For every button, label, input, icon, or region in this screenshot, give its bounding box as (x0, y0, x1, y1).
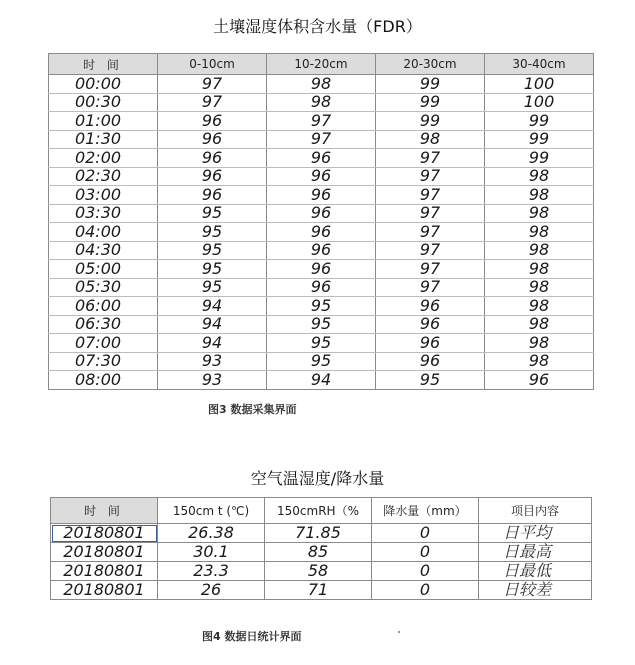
table-row[interactable] (49, 186, 594, 205)
table-row[interactable] (49, 278, 594, 297)
value-cell: 93 (158, 371, 267, 390)
value-cell: 97 (376, 167, 485, 186)
value-cell: 95 (158, 241, 267, 260)
value-cell: 97 (158, 75, 267, 94)
value-cell: 26 (158, 581, 265, 600)
value-cell: 96 (267, 241, 376, 260)
value-cell: 71.85 (265, 524, 372, 543)
value-cell: 96 (158, 167, 267, 186)
table-row[interactable] (51, 581, 592, 600)
table-row[interactable] (49, 204, 594, 223)
table-row[interactable] (49, 93, 594, 112)
time-cell: 03:30 (49, 204, 158, 223)
value-cell: 98 (267, 93, 376, 112)
table-row[interactable] (51, 543, 592, 562)
time-cell: 20180801 (51, 562, 158, 581)
value-cell: 23.3 (158, 562, 265, 581)
value-cell: 95 (158, 278, 267, 297)
value-cell: 71 (265, 581, 372, 600)
table-row[interactable] (49, 315, 594, 334)
value-cell: 96 (158, 186, 267, 205)
value-cell: 97 (376, 278, 485, 297)
value-cell: 30.1 (158, 543, 265, 562)
time-cell: 01:00 (49, 112, 158, 131)
value-cell: 96 (158, 149, 267, 168)
value-cell: 99 (376, 75, 485, 94)
value-cell: 96 (267, 149, 376, 168)
value-cell: 98 (376, 130, 485, 149)
value-cell: 99 (485, 149, 594, 168)
value-cell: 96 (158, 130, 267, 149)
value-cell: 94 (267, 371, 376, 390)
figure-caption: 图3 数据采集界面 (208, 403, 297, 416)
value-cell: 100 (485, 75, 594, 94)
value-cell: 96 (267, 278, 376, 297)
time-cell: 01:30 (49, 130, 158, 149)
value-cell: 97 (376, 241, 485, 260)
value-cell: 98 (485, 260, 594, 279)
soil-moisture-table (48, 53, 594, 390)
value-cell: 96 (267, 186, 376, 205)
value-cell: 96 (376, 297, 485, 316)
value-cell: 99 (485, 130, 594, 149)
value-cell: 97 (267, 130, 376, 149)
time-cell: 08:00 (49, 371, 158, 390)
value-cell: 96 (267, 260, 376, 279)
value-cell: 98 (485, 334, 594, 353)
value-cell: 97 (376, 186, 485, 205)
value-cell: 96 (376, 352, 485, 371)
time-cell: 00:30 (49, 93, 158, 112)
value-cell: 93 (158, 352, 267, 371)
time-cell: 20180801 (51, 581, 158, 600)
value-cell: 99 (376, 93, 485, 112)
table-row[interactable] (49, 130, 594, 149)
soil-moisture-title: 土壤湿度体积含水量（FDR） (213, 17, 422, 36)
time-cell: 02:00 (49, 149, 158, 168)
table-row[interactable] (51, 524, 592, 543)
value-cell: 94 (158, 315, 267, 334)
value-cell: 98 (485, 167, 594, 186)
value-cell: 98 (485, 223, 594, 242)
time-cell: 20180801 (51, 524, 158, 543)
time-cell: 07:30 (49, 352, 158, 371)
time-cell: 04:00 (49, 223, 158, 242)
value-cell: 96 (376, 334, 485, 353)
table-row[interactable] (49, 260, 594, 279)
value-cell: 日平均 (479, 524, 592, 543)
value-cell: 100 (485, 93, 594, 112)
table-header-row (51, 498, 592, 524)
value-cell: 0 (372, 543, 479, 562)
column-header: 20-30cm (376, 54, 485, 75)
value-cell: 96 (267, 167, 376, 186)
time-cell: 03:00 (49, 186, 158, 205)
value-cell: 96 (267, 204, 376, 223)
column-header: 项目内容 (479, 498, 592, 524)
value-cell: 98 (485, 315, 594, 334)
column-header: 时 间 (49, 54, 158, 75)
value-cell: 0 (372, 524, 479, 543)
time-cell: 04:30 (49, 241, 158, 260)
value-cell: 96 (485, 371, 594, 390)
value-cell: 97 (376, 204, 485, 223)
column-header: 10-20cm (267, 54, 376, 75)
value-cell: 日最低 (479, 562, 592, 581)
column-header: 降水量（mm） (372, 498, 479, 524)
value-cell: 98 (485, 297, 594, 316)
value-cell: 97 (267, 112, 376, 131)
value-cell: 98 (485, 186, 594, 205)
value-cell: 85 (265, 543, 372, 562)
value-cell: 98 (485, 278, 594, 297)
value-cell: 99 (485, 112, 594, 131)
time-cell: 02:30 (49, 167, 158, 186)
value-cell: 94 (158, 297, 267, 316)
column-header: 30-40cm (485, 54, 594, 75)
value-cell: 95 (158, 260, 267, 279)
air-temperature-title: 空气温湿度/降水量 (250, 469, 385, 488)
column-header: 0-10cm (158, 54, 267, 75)
column-header: 时 间 (51, 498, 158, 524)
time-cell: 06:00 (49, 297, 158, 316)
table-header-row (49, 54, 594, 75)
value-cell: 97 (376, 223, 485, 242)
column-header: 150cmRH（% (265, 498, 372, 524)
figure-caption: 图4 数据日统计界面 (202, 630, 302, 643)
table-row[interactable] (51, 562, 592, 581)
value-cell: 96 (267, 223, 376, 242)
value-cell: 95 (267, 297, 376, 316)
value-cell: 58 (265, 562, 372, 581)
table-row[interactable] (49, 334, 594, 353)
time-cell: 05:00 (49, 260, 158, 279)
time-cell: 05:30 (49, 278, 158, 297)
time-cell: 00:00 (49, 75, 158, 94)
value-cell: 0 (372, 581, 479, 600)
value-cell: 26.38 (158, 524, 265, 543)
value-cell: 97 (376, 149, 485, 168)
table-row[interactable] (49, 223, 594, 242)
table-row[interactable] (49, 352, 594, 371)
stray-dot (398, 631, 400, 633)
value-cell: 94 (158, 334, 267, 353)
value-cell: 95 (267, 315, 376, 334)
table-row[interactable] (49, 297, 594, 316)
value-cell: 0 (372, 562, 479, 581)
value-cell: 95 (158, 204, 267, 223)
time-cell: 07:00 (49, 334, 158, 353)
value-cell: 98 (267, 75, 376, 94)
time-cell: 06:30 (49, 315, 158, 334)
value-cell: 95 (376, 371, 485, 390)
table-row[interactable] (49, 149, 594, 168)
value-cell: 98 (485, 352, 594, 371)
value-cell: 97 (158, 93, 267, 112)
column-header: 150cm t (℃) (158, 498, 265, 524)
value-cell: 97 (376, 260, 485, 279)
value-cell: 96 (376, 315, 485, 334)
value-cell: 99 (376, 112, 485, 131)
value-cell: 日最高 (479, 543, 592, 562)
value-cell: 95 (267, 352, 376, 371)
table-row[interactable] (49, 75, 594, 94)
value-cell: 96 (158, 112, 267, 131)
daily-stats-table (50, 497, 592, 600)
table-row[interactable] (49, 167, 594, 186)
value-cell: 98 (485, 241, 594, 260)
table-row[interactable] (49, 241, 594, 260)
table-row[interactable] (49, 112, 594, 131)
value-cell: 95 (158, 223, 267, 242)
time-cell: 20180801 (51, 543, 158, 562)
value-cell: 95 (267, 334, 376, 353)
value-cell: 98 (485, 204, 594, 223)
value-cell: 日较差 (479, 581, 592, 600)
table-row[interactable] (49, 371, 594, 390)
